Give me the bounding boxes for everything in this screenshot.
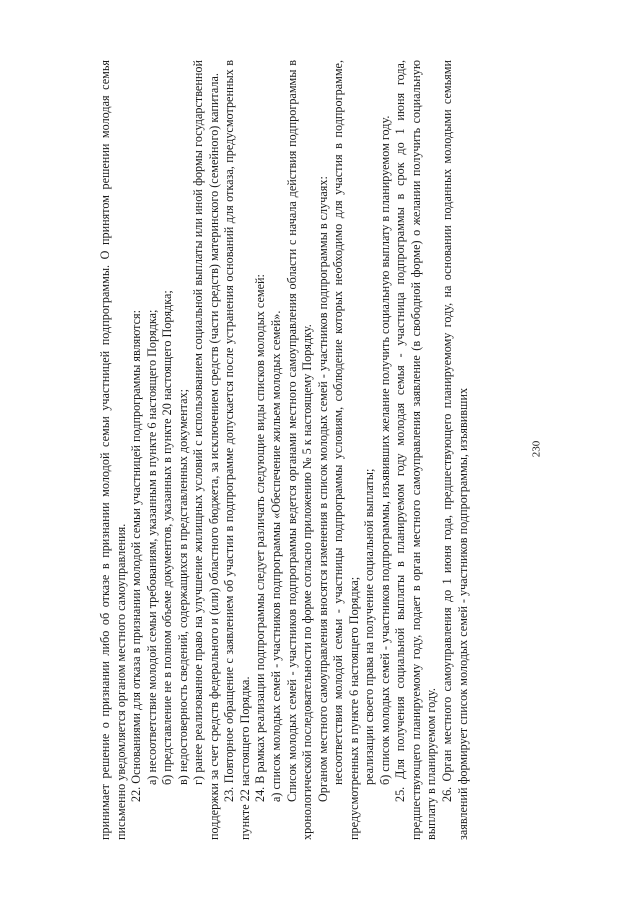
paragraph: 24. В рамках реализации подпрограммы следует различать следующие виды списков молодых семей: [253, 274, 268, 802]
paragraph: 26. Орган местного самоуправления до 1 июня года, предшествующего планируемому году, на основании поданных молодыми семьями заявлений формирует список молодых семей - участников подпрограммы, изъявивших [440, 56, 470, 840]
paragraph: в) недостоверность сведений, содержащихся в представленных документах; [175, 389, 190, 785]
paragraph: а) список молодых семей - участников подпрограммы «Обеспечение жильем молодых семей». [269, 310, 284, 802]
paragraph: а) несоответствие молодой семьи требованиям, указанным в пункте 6 настоящего Порядка; [144, 309, 159, 785]
paragraph: Список молодых семей - участников подпрограммы ведется органами местного самоуправления области с начала действия подпрограммы в хронологической последовательности по форме согласно приложению № 5 к настоящему Порядку. [284, 56, 315, 840]
paragraph: б) представление не в полном объеме документов, указанных в пункте 20 настоящего Порядка; [160, 290, 175, 785]
rotated-content [98, 56, 558, 840]
document-body [98, 56, 471, 840]
paragraph: 22. Основаниями для отказа в признании молодой семьи участницей подпрограммы являются: [129, 309, 144, 802]
paragraph: 25. Для получения социальной выплаты в планируемом году молодая семья - участница подпрограммы в срок до 1 июня года, предшествующего планируемому году, подает в орган местного самоуправления заявление (в свободной форме) о желании получить социальную выплату в планируемом году. [393, 56, 439, 840]
paragraph: реализации своего права на получение социальной выплаты; [362, 468, 377, 785]
paragraph: г) ранее реализованное право на улучшение жилищных условий с использованием социальной выплаты или иной формы государственной поддержки за счет средств федерального и (или) областного бюджета, за исключением средств (части средств) материнского (семейного) капитала. [191, 56, 221, 840]
paragraph: Органом местного самоуправления вносятся изменения в список молодых семей - участников подпрограммы в случаях: [315, 176, 330, 802]
paragraph: 23. Повторное обращение с заявлением об участии в подпрограмме допускается после устранения оснований для отказа, предусмотренных в пункте 22 настоящего Порядка. [222, 56, 252, 840]
page-number: 230 [530, 440, 543, 458]
paragraph: несоответствия молодой семьи - участницы подпрограммы условиям, соблюдение которых необходимо для участия в подпрограмме, предусмотренных в пункте 6 настоящего Порядка; [331, 56, 361, 840]
paragraph: б) список молодых семей - участников подпрограммы, изъявивших желание получить социальную выплату в планируемом году. [377, 115, 392, 785]
paragraph: принимает решение о признании либо об отказе в признании молодой семьи участницей подпрограммы. О принятом решении молодая семья письменно уведомляется органом местного самоуправления. [98, 56, 128, 840]
